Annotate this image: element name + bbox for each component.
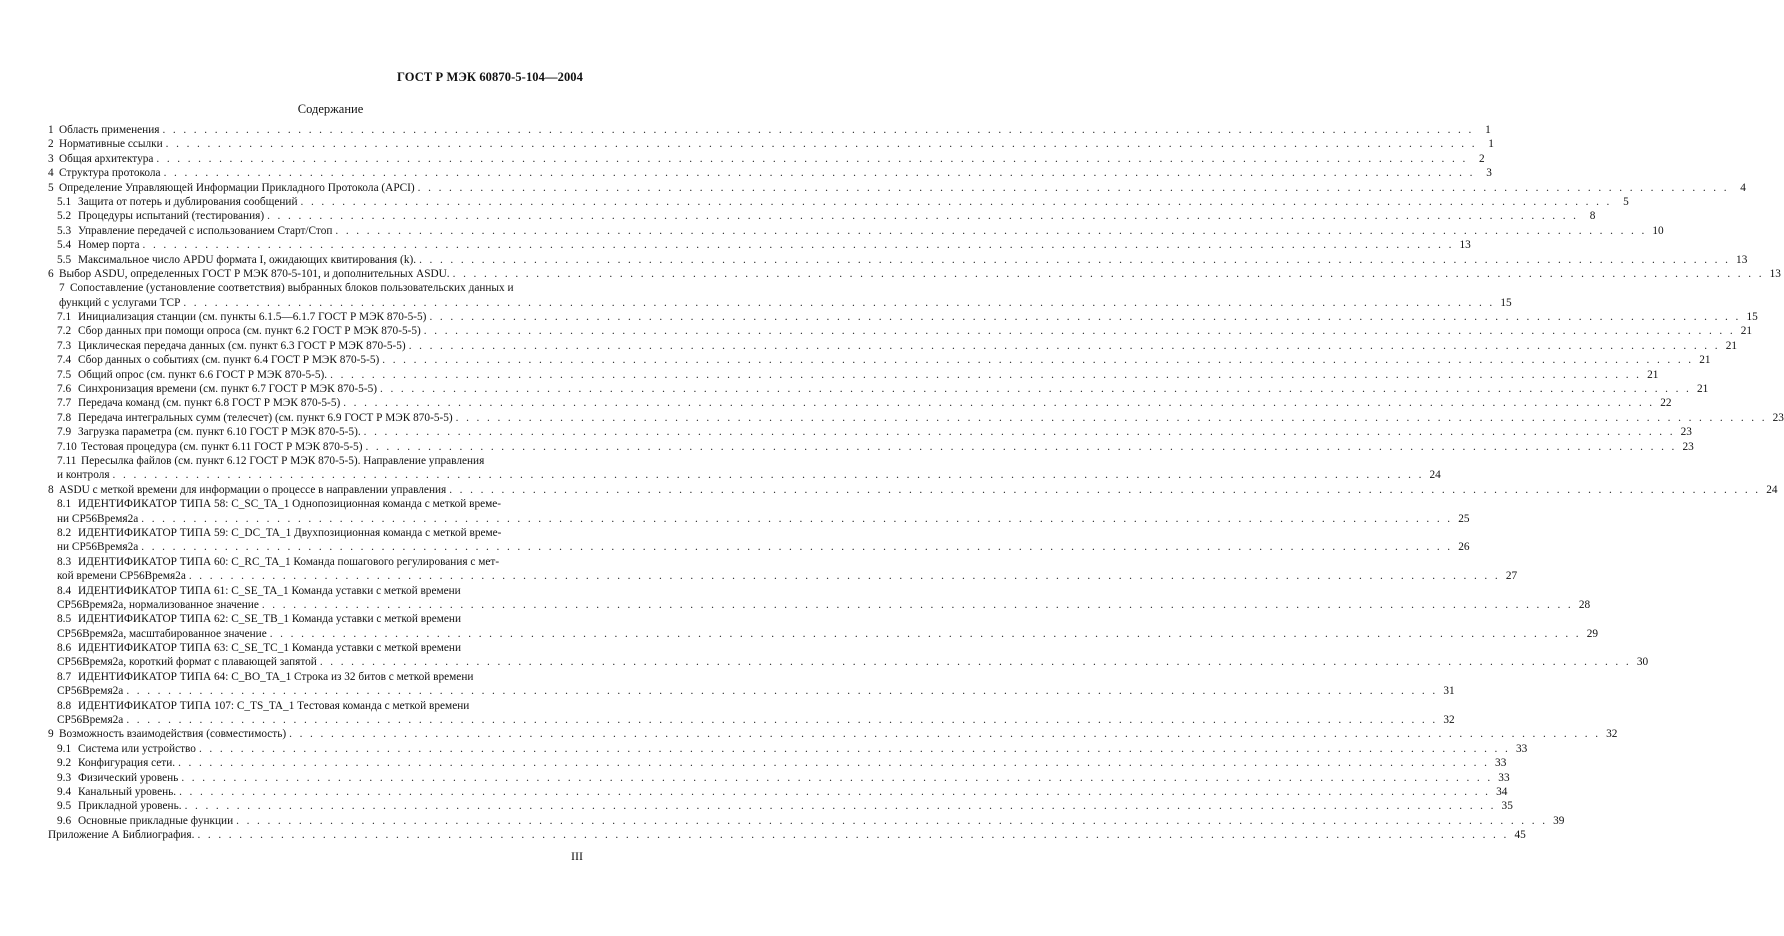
toc-entry-text: Сопоставление (установление соответствия) выбранных блоков пользовательских данных и (70, 282, 514, 295)
toc-entry[interactable] (48, 425, 1692, 439)
toc-leader-dots (126, 713, 1437, 727)
toc-entry[interactable] (48, 166, 1492, 180)
toc-entry-continuation[interactable] (48, 512, 1470, 526)
toc-entry-text: ИДЕНТИФИКАТОР ТИПА 61: C_SE_TA_1 Команда уставки с меткой времени (78, 584, 461, 597)
toc-leader-dots (236, 814, 1547, 828)
toc-entry-number: 7.7 (57, 397, 72, 410)
toc-entry-text: ASDU с меткой времени для информации о процессе в направлении управления (59, 483, 447, 496)
toc-entry[interactable] (48, 253, 1748, 267)
toc-entry-number: 8.2 (57, 526, 72, 539)
toc-entry-number: 5.5 (57, 253, 72, 266)
toc-entry-label (57, 368, 327, 382)
toc-entry-label (57, 339, 406, 353)
toc-entry-text: Область применения (59, 123, 160, 136)
toc-leader-dots (189, 569, 1500, 583)
toc-entry[interactable] (48, 209, 1596, 223)
toc-entry[interactable] (48, 224, 1664, 238)
toc-entry-number: 9.2 (57, 757, 72, 770)
toc-entry-text-cont: ни CP56Время2а (57, 541, 139, 554)
toc-entry-text: Инициализация станции (см. пункты 6.1.5—6.1.7 ГОСТ Р МЭК 870-5-5) (78, 311, 427, 324)
toc-leader-dots (270, 627, 1581, 641)
toc-entry-number: 7.2 (57, 325, 72, 338)
toc-entry-text: Тестовая процедура (см. пункт 6.11 ГОСТ Р МЭК 870-5-5) (81, 440, 363, 453)
toc-leader-dots (330, 368, 1641, 382)
toc-entry-text: Канальный уровень. (78, 785, 177, 798)
document-header: ГОСТ Р МЭК 60870-5-104—2004 (396, 70, 583, 84)
toc-entry-label (57, 224, 332, 238)
toc-entry[interactable] (48, 727, 1618, 741)
toc-entry[interactable] (48, 181, 1746, 195)
toc-entry-page: 15 (1746, 311, 1758, 324)
toc-entry-number: 4 (48, 167, 54, 180)
toc-entry-page: 45 (1514, 829, 1526, 842)
toc-entry-line[interactable] (48, 281, 581, 295)
toc-entry[interactable] (48, 310, 1758, 324)
toc-leader-dots (179, 785, 1490, 799)
toc-entry-text: Передача команд (см. пункт 6.8 ГОСТ Р МЭК 870-5-5) (78, 397, 341, 410)
toc-leader-dots (166, 137, 1477, 151)
toc-entry-label (57, 411, 453, 425)
toc-entry-continuation[interactable] (48, 540, 1470, 554)
toc-entry-label (48, 267, 450, 281)
toc-entry-page: 15 (1500, 296, 1512, 309)
toc-entry-number: 8 (48, 483, 54, 496)
toc-entry-text-cont: и контроля (57, 469, 110, 482)
toc-entry[interactable] (48, 368, 1659, 382)
toc-entry-number: 9.4 (57, 785, 72, 798)
toc-entry-number: 8.5 (57, 613, 72, 626)
toc-entry[interactable] (48, 483, 1778, 497)
toc-leader-dots (185, 799, 1496, 813)
toc-entry-number: 3 (48, 152, 54, 165)
toc-entry-number: 5 (48, 181, 54, 194)
toc-leader-dots (113, 468, 1424, 482)
toc-entry-number: 7.11 (57, 454, 77, 467)
toc-entry-number: 7.4 (57, 354, 72, 367)
toc-entry-text: Выбор ASDU, определенных ГОСТ Р МЭК 870-5-101, и дополнительных ASDU. (59, 267, 450, 280)
toc-entry-page: 5 (1623, 195, 1629, 208)
toc-entry-line[interactable] (48, 641, 581, 655)
toc-entry-text: Максимальное число APDU формата I, ожидающих квитирования (k). (78, 253, 417, 266)
toc-entry-page: 4 (1740, 181, 1746, 194)
toc-leader-dots (453, 267, 1764, 281)
toc-entry[interactable] (48, 771, 1510, 785)
toc-entry-label (57, 742, 196, 756)
toc-entry[interactable] (48, 411, 1784, 425)
toc-leader-dots (365, 440, 1676, 454)
toc-entry-number: 9.3 (57, 771, 72, 784)
toc-entry-page: 24 (1766, 483, 1778, 496)
toc-entry-label (57, 209, 264, 223)
toc-entry-text: Прикладной уровень. (78, 800, 182, 813)
toc-entry-line[interactable] (48, 555, 581, 569)
toc-entry[interactable] (48, 396, 1672, 410)
toc-entry-text: ИДЕНТИФИКАТОР ТИПА 64: C_BO_TA_1 Строка из 32 битов с меткой времени (78, 670, 474, 683)
toc-entry-text: ИДЕНТИФИКАТОР ТИПА 60: C_RC_TA_1 Команда пошагового регулирования с мет- (78, 555, 500, 568)
toc-entry-label (48, 166, 161, 180)
toc-entry-text: Общая архитектура (59, 152, 154, 165)
toc-entry-number: 5.3 (57, 224, 72, 237)
toc-entry-number: 9.6 (57, 814, 72, 827)
toc-leader-dots (183, 296, 1494, 310)
toc-entry-label (57, 814, 233, 828)
toc-leader-dots (335, 224, 1646, 238)
toc-entry-page: 30 (1636, 656, 1649, 669)
toc-leader-dots (164, 166, 1475, 180)
toc-entry-label (57, 396, 340, 410)
toc-entry-page: 32 (1443, 714, 1455, 726)
toc-entry-number: 5.2 (57, 210, 72, 223)
toc-leader-dots (456, 411, 1767, 425)
toc-entry-label (57, 324, 421, 338)
toc-entry-continuation[interactable] (48, 468, 1441, 482)
toc-entry-text: Определение Управляющей Информации Прикладного Протокола (APCI) (59, 181, 415, 194)
toc-entry-number: 8.6 (57, 642, 72, 655)
toc-entry-number: 8.4 (57, 584, 72, 597)
toc-entry-number: 9.1 (57, 742, 72, 755)
toc-entry-page: 21 (1696, 383, 1709, 396)
toc-entry-line[interactable] (48, 612, 581, 626)
toc-entry-line[interactable] (48, 526, 581, 540)
toc-entry-text-cont: кой времени CP56Время2а (57, 570, 186, 583)
toc-entry-line[interactable] (48, 584, 581, 598)
toc-entry-label (57, 253, 416, 267)
toc-entry-label (57, 238, 140, 252)
page-title: Содержание (297, 102, 364, 116)
toc-entry-number: 5.4 (57, 239, 72, 252)
toc-entry-page: 22 (1660, 397, 1672, 410)
toc-entry-continuation[interactable] (48, 713, 1455, 727)
toc-entry[interactable] (48, 152, 1485, 166)
toc-entry-page: 8 (1589, 210, 1596, 223)
toc-leader-dots (418, 181, 1729, 195)
toc-entry-text: Загрузка параметра (см. пункт 6.10 ГОСТ Р МЭК 870-5-5). (78, 426, 361, 439)
toc-entry-label (48, 727, 286, 741)
toc-entry-page: 2 (1479, 152, 1485, 165)
toc-leader-dots (197, 828, 1508, 842)
toc-entry-label (48, 181, 415, 195)
toc-entry-text: ИДЕНТИФИКАТОР ТИПА 63: C_SE_TC_1 Команда уставки с меткой времени (78, 642, 462, 655)
toc-entry-number: 5.1 (57, 195, 72, 208)
toc-entry[interactable] (48, 353, 1711, 367)
toc-entry-page: 33 (1495, 757, 1507, 770)
toc-leader-dots (380, 382, 1691, 396)
toc-entry[interactable] (48, 814, 1565, 828)
toc-leader-dots (126, 684, 1437, 698)
toc-entry-page: 3 (1486, 167, 1492, 180)
toc-leader-dots (364, 425, 1675, 439)
toc-entry-text: Система или устройство (78, 742, 196, 755)
toc-entry-label (48, 828, 194, 842)
toc-entry-number: 7.3 (57, 339, 72, 352)
toc-entry-text: Синхронизация времени (см. пункт 6.7 ГОСТ Р МЭК 870-5-5) (78, 383, 377, 396)
toc-entry-page: 13 (1736, 253, 1748, 266)
toc-entry-page: 21 (1647, 368, 1659, 381)
toc-entry-line[interactable] (48, 699, 581, 713)
toc-entry-page: 21 (1725, 339, 1737, 352)
table-of-contents (48, 123, 1784, 843)
toc-entry-label (57, 771, 178, 785)
toc-entry-line[interactable] (48, 454, 581, 468)
toc-entry-label (57, 195, 298, 209)
toc-entry-text-cont: функций с услугами TCP (59, 296, 181, 309)
toc-entry-text: Возможность взаимодействия (совместимость) (59, 728, 287, 741)
toc-entry[interactable] (48, 756, 1507, 770)
toc-leader-dots (449, 483, 1760, 497)
toc-entry-number: 7.5 (57, 368, 72, 381)
toc-entry-text: Физический уровень (78, 771, 179, 784)
toc-entry-text: Приложение А Библиография. (48, 829, 195, 842)
toc-entry-page: 33 (1498, 771, 1510, 784)
toc-entry-number: 7.6 (57, 383, 72, 396)
toc-entry-number: 8.1 (57, 498, 72, 511)
toc-entry-number: 7 (59, 282, 65, 295)
toc-entry-label (57, 440, 362, 454)
toc-entry-text-cont: ни CP56Время2а (57, 512, 139, 525)
toc-entry-text: Защита от потерь и дублирования сообщений (78, 195, 298, 208)
toc-entry-number: 8.7 (57, 670, 72, 683)
toc-entry-text: Основные прикладные функции (78, 814, 234, 827)
toc-entry-text: Нормативные ссылки (59, 138, 163, 151)
toc-entry[interactable] (48, 440, 1694, 454)
toc-entry-page: 13 (1769, 267, 1781, 280)
toc-leader-dots (343, 396, 1654, 410)
toc-entry-page: 24 (1429, 469, 1441, 482)
toc-entry-label (57, 799, 182, 813)
toc-entry-label (57, 382, 377, 396)
toc-entry[interactable] (48, 195, 1629, 209)
toc-entry-text: Номер порта (78, 239, 140, 252)
toc-entry-page: 34 (1496, 785, 1508, 798)
toc-entry-number: 7.1 (57, 311, 72, 324)
toc-entry-page: 29 (1586, 627, 1599, 640)
toc-entry-page: 23 (1680, 426, 1692, 439)
toc-entry-label (57, 353, 379, 367)
toc-entry-page: 21 (1740, 325, 1753, 338)
toc-leader-dots (162, 123, 1473, 137)
toc-entry-number: 1 (48, 123, 54, 136)
toc-entry[interactable] (48, 267, 1781, 281)
toc-leader-dots (267, 209, 1578, 223)
toc-entry-page: 28 (1578, 598, 1591, 611)
toc-entry-label (57, 785, 176, 799)
toc-entry-text: Общий опрос (см. пункт 6.6 ГОСТ Р МЭК 870-5-5). (78, 368, 328, 381)
toc-leader-dots (178, 756, 1489, 770)
toc-entry-number: 8.3 (57, 555, 72, 568)
toc-entry-text: Передача интегральных сумм (телесчет) (см. пункт 6.9 ГОСТ Р МЭК 870-5-5) (78, 411, 453, 424)
toc-entry-page: 39 (1553, 814, 1565, 827)
toc-leader-dots (141, 540, 1452, 554)
toc-entry-page: 1 (1488, 138, 1494, 151)
toc-entry-page: 10 (1652, 224, 1664, 237)
toc-entry[interactable] (48, 799, 1513, 813)
toc-entry-number: 2 (48, 138, 54, 151)
toc-entry-text: Пересылка файлов (см. пункт 6.12 ГОСТ Р МЭК 870-5-5). Направление управления (81, 454, 485, 467)
toc-leader-dots (320, 655, 1631, 669)
toc-entry-text-cont: CP56Время2а (57, 685, 124, 698)
toc-entry-page: 21 (1699, 354, 1711, 367)
toc-entry-label (48, 483, 446, 497)
toc-entry-text-cont: CP56Время2а, масштабированное значение (57, 627, 267, 640)
toc-entry[interactable] (48, 828, 1526, 842)
toc-entry[interactable] (48, 742, 1528, 756)
toc-entry-label (48, 137, 163, 151)
toc-entry-text: ИДЕНТИФИКАТОР ТИПА 107: C_TS_TA_1 Тестовая команда с меткой времени (78, 699, 470, 712)
toc-entry-continuation[interactable] (48, 569, 1518, 583)
toc-entry-line[interactable] (48, 670, 581, 684)
toc-entry-label (57, 425, 361, 439)
toc-entry-text: Сбор данных о событиях (см. пункт 6.4 ГОСТ Р МЭК 870-5-5) (78, 354, 380, 367)
toc-entry-label (57, 756, 175, 770)
toc-entry-label (48, 123, 159, 137)
toc-entry-text: Конфигурация сети. (78, 757, 176, 770)
toc-entry-text: ИДЕНТИФИКАТОР ТИПА 62: C_SE_TB_1 Команда уставки с меткой времени (78, 613, 462, 626)
toc-entry-page: 23 (1772, 411, 1784, 424)
toc-leader-dots (429, 310, 1740, 324)
toc-entry-continuation[interactable] (48, 655, 1649, 669)
toc-entry-text: Структура протокола (59, 167, 161, 180)
toc-leader-dots (262, 598, 1573, 612)
toc-entry-text-cont: CP56Время2а, нормализованное значение (57, 598, 259, 611)
toc-entry-text: Сбор данных при помощи опроса (см. пункт 6.2 ГОСТ Р МЭК 870-5-5) (78, 325, 421, 338)
toc-entry-continuation[interactable] (48, 627, 1599, 641)
toc-entry-number: 7.10 (57, 440, 77, 453)
toc-leader-dots (141, 512, 1452, 526)
toc-entry-page: 31 (1443, 685, 1455, 698)
toc-entry-number: 9.5 (57, 800, 72, 813)
toc-entry-number: 8.8 (57, 699, 72, 712)
page-number: III (571, 849, 583, 863)
toc-leader-dots (382, 353, 1693, 367)
toc-entry[interactable] (48, 339, 1737, 353)
toc-entry[interactable] (48, 382, 1709, 396)
toc-entry[interactable] (48, 785, 1508, 799)
toc-leader-dots (424, 324, 1735, 338)
toc-entry-number: 7.9 (57, 426, 72, 439)
toc-entry[interactable] (48, 238, 1471, 252)
toc-entry-page: 26 (1458, 541, 1470, 554)
toc-entry-page: 27 (1505, 570, 1518, 583)
toc-leader-dots (199, 742, 1510, 756)
toc-entry-text: Процедуры испытаний (тестирования) (78, 210, 265, 223)
toc-entry[interactable] (48, 324, 1753, 338)
toc-entry-page: 35 (1501, 800, 1513, 813)
toc-entry-text-cont: CP56Время2а (57, 714, 124, 726)
toc-leader-dots (301, 195, 1612, 209)
toc-entry-text: ИДЕНТИФИКАТОР ТИПА 58: C_SC_TA_1 Однопозиционная команда с меткой време- (78, 498, 502, 511)
toc-entry-page: 33 (1515, 742, 1528, 755)
toc-entry-number: 6 (48, 267, 54, 280)
toc-entry-label (57, 310, 426, 324)
toc-entry-page: 23 (1682, 440, 1694, 453)
toc-entry-continuation[interactable] (48, 684, 1455, 698)
toc-entry-number: 9 (48, 728, 54, 741)
toc-leader-dots (156, 152, 1467, 166)
toc-entry[interactable] (48, 123, 1491, 137)
toc-entry-text-cont: CP56Время2а, короткий формат с плавающей запятой (57, 656, 317, 669)
toc-entry-text: Циклическая передача данных (см. пункт 6.3 ГОСТ Р МЭК 870-5-5) (78, 339, 406, 352)
toc-leader-dots (409, 339, 1720, 353)
toc-entry-page: 32 (1606, 728, 1618, 741)
toc-entry-page: 1 (1485, 123, 1491, 136)
toc-leader-dots (143, 238, 1454, 252)
toc-entry-number: 7.8 (57, 411, 72, 424)
toc-entry-page: 13 (1459, 239, 1471, 252)
toc-entry-continuation[interactable] (48, 296, 1512, 310)
toc-leader-dots (289, 727, 1600, 741)
toc-entry-label (48, 152, 153, 166)
toc-entry-line[interactable] (48, 497, 581, 511)
toc-entry-text: Управление передачей с использованием Старт/Стоп (78, 224, 333, 237)
toc-entry[interactable] (48, 137, 1494, 151)
toc-entry-text: ИДЕНТИФИКАТОР ТИПА 59: C_DC_TA_1 Двухпозиционная команда с меткой време- (78, 526, 502, 539)
toc-leader-dots (419, 253, 1730, 267)
toc-leader-dots (181, 771, 1492, 785)
toc-entry-continuation[interactable] (48, 598, 1591, 612)
toc-entry-page: 25 (1458, 512, 1470, 525)
